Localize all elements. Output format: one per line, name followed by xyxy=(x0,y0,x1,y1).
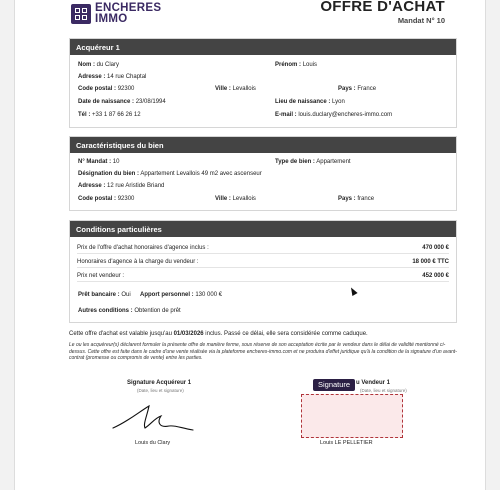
signature-acquereur-title: Signature Acquéreur 1 xyxy=(127,380,192,386)
signature-vendeur-subtitle: (Date, lieu et signature) xyxy=(360,388,407,393)
acquereur-tel: Tél : +33 1 87 66 26 12 xyxy=(78,112,141,118)
section-acquereur xyxy=(69,38,457,128)
document-title: OFFRE D'ACHAT xyxy=(320,0,445,15)
logo-icon xyxy=(71,4,91,24)
bien-adresse: Adresse : 12 rue Aristide Briand xyxy=(78,183,165,189)
section-heading: Caractéristiques du bien xyxy=(70,137,456,153)
price-row: Prix de l'offre d'achat honoraires d'agence inclus : 470 000 € xyxy=(77,243,449,254)
price-row: Prix net vendeur : 452 000 € xyxy=(77,271,449,282)
bien-code-postal: Code postal : 92300 xyxy=(78,196,135,202)
bien-pays: Pays : france xyxy=(338,196,375,202)
acquereur-nom: Nom : du Clary xyxy=(78,62,120,68)
section-bien xyxy=(69,136,457,211)
bien-type: Type de bien : Appartement xyxy=(275,159,351,165)
acquereur-naissance: Date de naissance : 23/08/1994 xyxy=(78,99,166,105)
mandat-number: Mandat N° 10 xyxy=(397,16,445,25)
signature-vendeur-title: u Vendeur 1 xyxy=(356,380,391,386)
price-row: Honoraires d'agence à la charge du vendeur : 18 000 € TTC xyxy=(77,257,449,268)
acquereur-pays: Pays : France xyxy=(338,86,377,92)
signature-tag-button[interactable]: Signature xyxy=(313,379,355,391)
section-heading: Acquéreur 1 xyxy=(70,39,456,55)
acquereur-ville: Ville : Levallois xyxy=(215,86,256,92)
signature-acquereur-name: Louis du Clary xyxy=(135,440,171,446)
bien-designation: Désignation du bien : Appartement Levallois 49 m2 avec ascenseur xyxy=(78,171,262,177)
bien-mandat: N° Mandat : 10 xyxy=(78,159,120,165)
acquereur-lieu-naissance: Lieu de naissance : Lyon xyxy=(275,99,345,105)
legal-text: Le ou les acquéreur(s) déclarent formuler la présente offre de manière ferme, sous réserve de son acceptation écrite par le vendeur dans le délai de validité mentionné ci-dessus. Cette offre est faite dans le cadre d'une vente réalisée via la plateforme encheres-immo.com et ne produira d'effet juridique qu'à la condition de la signature d'un avant-contrat (promesse ou compromis de vente) entre les parties. xyxy=(69,342,457,361)
acquereur-adresse: Adresse : 14 rue Chaptal xyxy=(78,74,147,80)
autres-conditions: Autres conditions : Obtention de prêt xyxy=(78,308,181,314)
bien-ville: Ville : Levallois xyxy=(215,196,256,202)
document-header xyxy=(15,0,487,32)
signature-vendeur-name: Louis LE PELLETIER xyxy=(320,440,373,446)
signature-acquereur-subtitle: (Date, lieu et signature) xyxy=(137,388,184,393)
acquereur-code-postal: Code postal : 92300 xyxy=(78,86,135,92)
section-conditions xyxy=(69,220,457,323)
handwritten-signature xyxy=(109,398,199,434)
acquereur-email: E-mail : louis.duclary@encheres-immo.com xyxy=(275,112,393,118)
pret-bancaire: Prêt bancaire : Oui xyxy=(78,292,131,298)
apport-personnel: Apport personnel : 130 000 € xyxy=(140,292,223,298)
acquereur-prenom: Prénom : Louis xyxy=(275,62,318,68)
section-heading: Conditions particulières xyxy=(70,221,456,237)
document-page xyxy=(14,0,486,490)
brand-name: ENCHERES IMMO xyxy=(95,2,162,25)
signature-vendeur-field[interactable] xyxy=(301,394,403,438)
validity-statement: Cette offre d'achat est valable jusqu'au 01/03/2026 inclus. Passé ce délai, elle sera considérée comme caduque. xyxy=(69,331,368,337)
